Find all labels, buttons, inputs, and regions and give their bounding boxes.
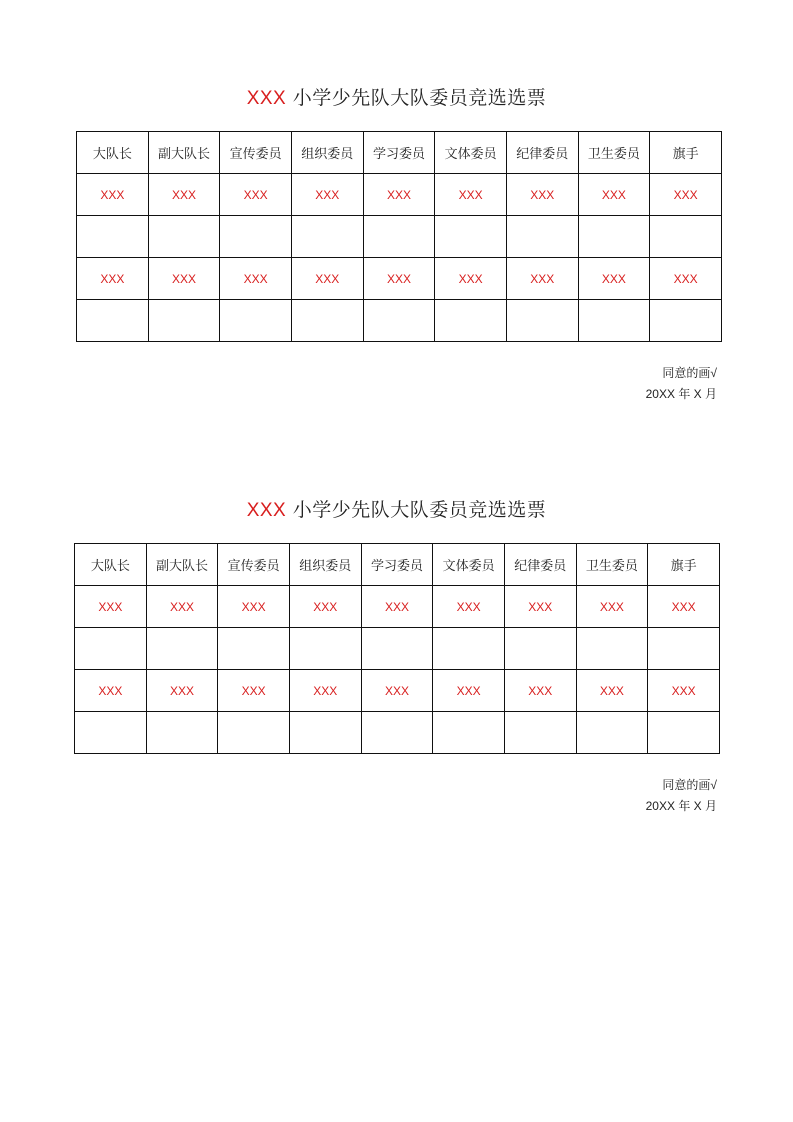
ballot-table-1 [76, 131, 722, 342]
vote-cell[interactable] [506, 300, 578, 342]
vote-cell[interactable] [77, 216, 149, 258]
vote-cell[interactable] [578, 216, 650, 258]
vote-cell[interactable] [361, 628, 433, 670]
header-cell: 旗手 [648, 544, 720, 586]
candidate-row [75, 670, 720, 712]
vote-cell[interactable] [148, 216, 220, 258]
candidate-name: XXX [75, 586, 147, 628]
vote-cell[interactable] [433, 628, 505, 670]
header-cell: 学习委员 [361, 544, 433, 586]
vote-cell[interactable] [363, 216, 435, 258]
header-cell: 纪律委员 [504, 544, 576, 586]
candidate-name: XXX [291, 258, 363, 300]
candidate-name: XXX [363, 174, 435, 216]
vote-cell[interactable] [146, 712, 218, 754]
candidate-name: XXX [578, 258, 650, 300]
vote-cell[interactable] [291, 300, 363, 342]
header-cell: 学习委员 [363, 132, 435, 174]
candidate-name: XXX [435, 258, 507, 300]
vote-row [77, 216, 722, 258]
ballot-2 [0, 496, 793, 524]
header-cell: 旗手 [650, 132, 722, 174]
candidate-name: XXX [363, 258, 435, 300]
header-cell: 大队长 [75, 544, 147, 586]
vote-cell[interactable] [148, 300, 220, 342]
header-cell: 副大队长 [146, 544, 218, 586]
candidate-name: XXX [648, 670, 720, 712]
candidate-row [75, 586, 720, 628]
vote-cell[interactable] [77, 300, 149, 342]
header-row [77, 132, 722, 174]
vote-cell[interactable] [578, 300, 650, 342]
vote-cell[interactable] [435, 300, 507, 342]
ballot-table-2 [74, 543, 720, 754]
ballot-note-1 [517, 363, 717, 405]
candidate-name: XXX [220, 258, 292, 300]
vote-row [77, 300, 722, 342]
ballot-date: 20XX 年 X 月 [645, 387, 717, 401]
ballot-title-text: 小学少先队大队委员竞选选票 [286, 499, 547, 521]
vote-cell[interactable] [576, 628, 648, 670]
vote-row [75, 628, 720, 670]
candidate-name: XXX [220, 174, 292, 216]
ballot-note-2 [517, 775, 717, 817]
vote-cell[interactable] [363, 300, 435, 342]
header-row [75, 544, 720, 586]
ballot-title-text: 小学少先队大队委员竞选选票 [286, 87, 547, 109]
header-cell: 组织委员 [291, 132, 363, 174]
vote-cell[interactable] [504, 628, 576, 670]
candidate-name: XXX [648, 586, 720, 628]
vote-cell[interactable] [218, 628, 290, 670]
candidate-row [77, 258, 722, 300]
vote-cell[interactable] [650, 216, 722, 258]
header-cell: 大队长 [77, 132, 149, 174]
candidate-name: XXX [289, 670, 361, 712]
agree-instruction: 同意的画√ [662, 366, 717, 380]
header-cell: 宣传委员 [220, 132, 292, 174]
vote-cell[interactable] [576, 712, 648, 754]
vote-cell[interactable] [435, 216, 507, 258]
candidate-name: XXX [146, 586, 218, 628]
ballot-date: 20XX 年 X 月 [645, 799, 717, 813]
candidate-name: XXX [576, 586, 648, 628]
header-cell: 宣传委员 [218, 544, 290, 586]
candidate-name: XXX [146, 670, 218, 712]
candidate-name: XXX [576, 670, 648, 712]
header-cell: 卫生委员 [576, 544, 648, 586]
candidate-name: XXX [77, 174, 149, 216]
vote-row [75, 712, 720, 754]
candidate-name: XXX [291, 174, 363, 216]
vote-cell[interactable] [433, 712, 505, 754]
candidate-name: XXX [218, 670, 290, 712]
vote-cell[interactable] [75, 628, 147, 670]
candidate-name: XXX [218, 586, 290, 628]
vote-cell[interactable] [218, 712, 290, 754]
candidate-name: XXX [504, 586, 576, 628]
vote-cell[interactable] [289, 712, 361, 754]
candidate-name: XXX [506, 258, 578, 300]
candidate-name: XXX [650, 174, 722, 216]
candidate-name: XXX [578, 174, 650, 216]
vote-cell[interactable] [506, 216, 578, 258]
header-cell: 文体委员 [433, 544, 505, 586]
vote-cell[interactable] [648, 712, 720, 754]
candidate-name: XXX [504, 670, 576, 712]
header-cell: 副大队长 [148, 132, 220, 174]
candidate-name: XXX [435, 174, 507, 216]
header-cell: 纪律委员 [506, 132, 578, 174]
candidate-name: XXX [289, 586, 361, 628]
ballot-1 [0, 84, 793, 112]
ballot-title [0, 84, 793, 112]
vote-cell[interactable] [146, 628, 218, 670]
vote-cell[interactable] [220, 300, 292, 342]
candidate-name: XXX [506, 174, 578, 216]
vote-cell[interactable] [75, 712, 147, 754]
school-name-placeholder: XXX [246, 500, 287, 521]
vote-cell[interactable] [648, 628, 720, 670]
candidate-name: XXX [361, 670, 433, 712]
candidate-name: XXX [77, 258, 149, 300]
candidate-name: XXX [433, 670, 505, 712]
vote-cell[interactable] [504, 712, 576, 754]
vote-cell[interactable] [220, 216, 292, 258]
header-cell: 卫生委员 [578, 132, 650, 174]
header-cell: 组织委员 [289, 544, 361, 586]
school-name-placeholder: XXX [246, 88, 287, 109]
vote-cell[interactable] [289, 628, 361, 670]
ballot-title [0, 496, 793, 524]
candidate-name: XXX [148, 258, 220, 300]
candidate-name: XXX [361, 586, 433, 628]
candidate-row [77, 174, 722, 216]
agree-instruction: 同意的画√ [662, 778, 717, 792]
vote-cell[interactable] [650, 300, 722, 342]
vote-cell[interactable] [361, 712, 433, 754]
header-cell: 文体委员 [435, 132, 507, 174]
candidate-name: XXX [75, 670, 147, 712]
vote-cell[interactable] [291, 216, 363, 258]
candidate-name: XXX [148, 174, 220, 216]
candidate-name: XXX [433, 586, 505, 628]
candidate-name: XXX [650, 258, 722, 300]
